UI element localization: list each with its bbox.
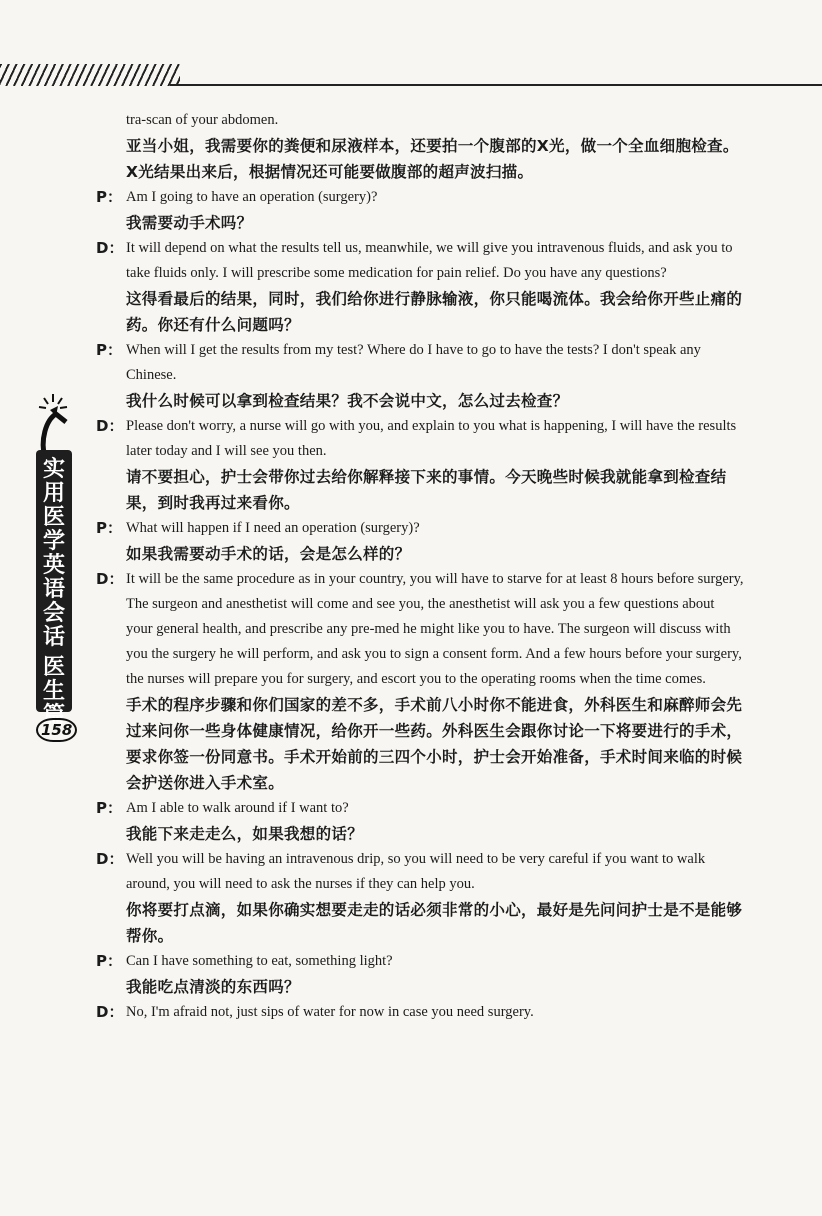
english-line: Am I going to have an operation (surgery)?	[126, 189, 378, 205]
dialogue-turn	[96, 185, 744, 236]
header-rule	[170, 84, 822, 86]
header-hatch-decoration	[0, 64, 180, 86]
english-line: Well you will be having an intravenous drip, so you will need to be very careful if you want to walk around, you will need to ask the nurses if they can help you.	[126, 851, 706, 892]
english-line: Can I have something to eat, something light?	[126, 953, 393, 969]
sidebar-char: 用	[42, 481, 65, 506]
chinese-line: 我能下来走走么，如果我想的话？	[126, 825, 364, 843]
chinese-line: 你将要打点滴，如果你确实想要走走的话必须非常的小心，最好是先问问护士是不是能够帮你。	[126, 901, 743, 945]
chinese-line: 手术的程序步骤和你们国家的差不多，手术前八小时你不能进食，外科医生和麻醉师会先过来问你一些身体健康情况，给你开一些药。外科医生会跟你讨论一下将要进行的手术，要求你签一份同意书。手术开始前的三四个小时，护士会开始准备，手术时间来临的时候会护送你进入手术室。	[126, 696, 743, 792]
chinese-line: 这得看最后的结果，同时，我们给你进行静脉输液，你只能喝流体。我会给你开些止痛的药。你还有什么问题吗？	[126, 290, 743, 334]
sidebar-char: 生	[42, 679, 65, 704]
speaker-label: P：	[96, 188, 122, 206]
sidebar-char: 英	[42, 553, 65, 578]
speaker-label: D：	[96, 239, 124, 257]
english-line: When will I get the results from my test? Where do I have to go to have the tests? I don't speak any Chinese.	[126, 342, 701, 383]
chinese-line: 我什么时候可以拿到检查结果？我不会说中文，怎么过去检查？	[126, 392, 569, 410]
dialogue-turn	[96, 949, 744, 1000]
chinese-line: 如果我需要动手术的话，会是怎么样的？	[126, 545, 411, 563]
dialogue-turn	[96, 414, 744, 516]
page-number: 158	[36, 718, 77, 742]
english-line: tra-scan of your abdomen.	[126, 112, 279, 128]
lead-continuation	[96, 108, 744, 185]
sidebar-char: 学	[42, 529, 65, 554]
speaker-label: D：	[96, 1003, 124, 1021]
speaker-label: P：	[96, 341, 122, 359]
sidebar-title-band	[36, 450, 72, 728]
english-line: It will be the same procedure as in your country, you will have to starve for at least 8 hours before surgery, The surgeon and anesthetist will come and see you, the anesthetist will ask you a few questions about your general health, and prescribe any pre-med he might like you to have. The surgeon will discuss with you the surgery he will perform, and ask you to sign a consent form. And a few hours before your surgery, the nurses will prepare you for surgery, and escort you to the operating rooms when the time comes.	[126, 571, 744, 687]
sidebar-char: 医	[42, 505, 65, 530]
english-line: No, I'm afraid not, just sips of water for now in case you need surgery.	[126, 1004, 534, 1020]
dialogue-turn	[96, 236, 744, 338]
sidebar-char: 医	[42, 655, 65, 680]
sidebar-char: 话	[42, 625, 65, 650]
sidebar-char: 实	[42, 457, 65, 482]
speaker-label: D：	[96, 850, 124, 868]
chinese-line: 请不要担心，护士会带你过去给你解释接下来的事情。今天晚些时候我就能拿到检查结果，到时我再过来看你。	[126, 468, 727, 512]
speaker-label: P：	[96, 952, 122, 970]
dialogue-turn	[96, 1000, 744, 1025]
speaker-label: P：	[96, 519, 122, 537]
speaker-label: P：	[96, 799, 122, 817]
sidebar-section-tab	[28, 392, 76, 752]
english-line: Please don't worry, a nurse will go with you, and explain to you what is happening, I will have the results later today and I will see you then.	[126, 418, 737, 459]
dialogue-turn	[96, 796, 744, 847]
chinese-line: 我能吃点清淡的东西吗？	[126, 978, 300, 996]
dialogue-turn	[96, 847, 744, 949]
speaker-label: D：	[96, 570, 124, 588]
speaker-label: D：	[96, 417, 124, 435]
english-line: Am I able to walk around if I want to?	[126, 800, 349, 816]
english-line: It will depend on what the results tell us, meanwhile, we will give you intravenous fluids, and ask you to take fluids only. I will prescribe some medication for pain relief. Do you have any questions?	[126, 240, 733, 281]
sidebar-char: 篇	[42, 703, 65, 728]
dialogue-content	[96, 108, 744, 1025]
sidebar-char: 会	[42, 601, 65, 626]
dialogue-turn	[96, 516, 744, 567]
dialogue-turn	[96, 567, 744, 796]
chinese-line: 亚当小姐，我需要你的粪便和尿液样本，还要拍一个腹部的X光，做一个全血细胞检查。X光结果出来后，根据情况还可能要做腹部的超声波扫描。	[126, 137, 739, 181]
dialogue-turn	[96, 338, 744, 414]
english-line: What will happen if I need an operation (surgery)?	[126, 520, 420, 536]
sidebar-char: 语	[42, 577, 65, 602]
chinese-line: 我需要动手术吗？	[126, 214, 253, 232]
